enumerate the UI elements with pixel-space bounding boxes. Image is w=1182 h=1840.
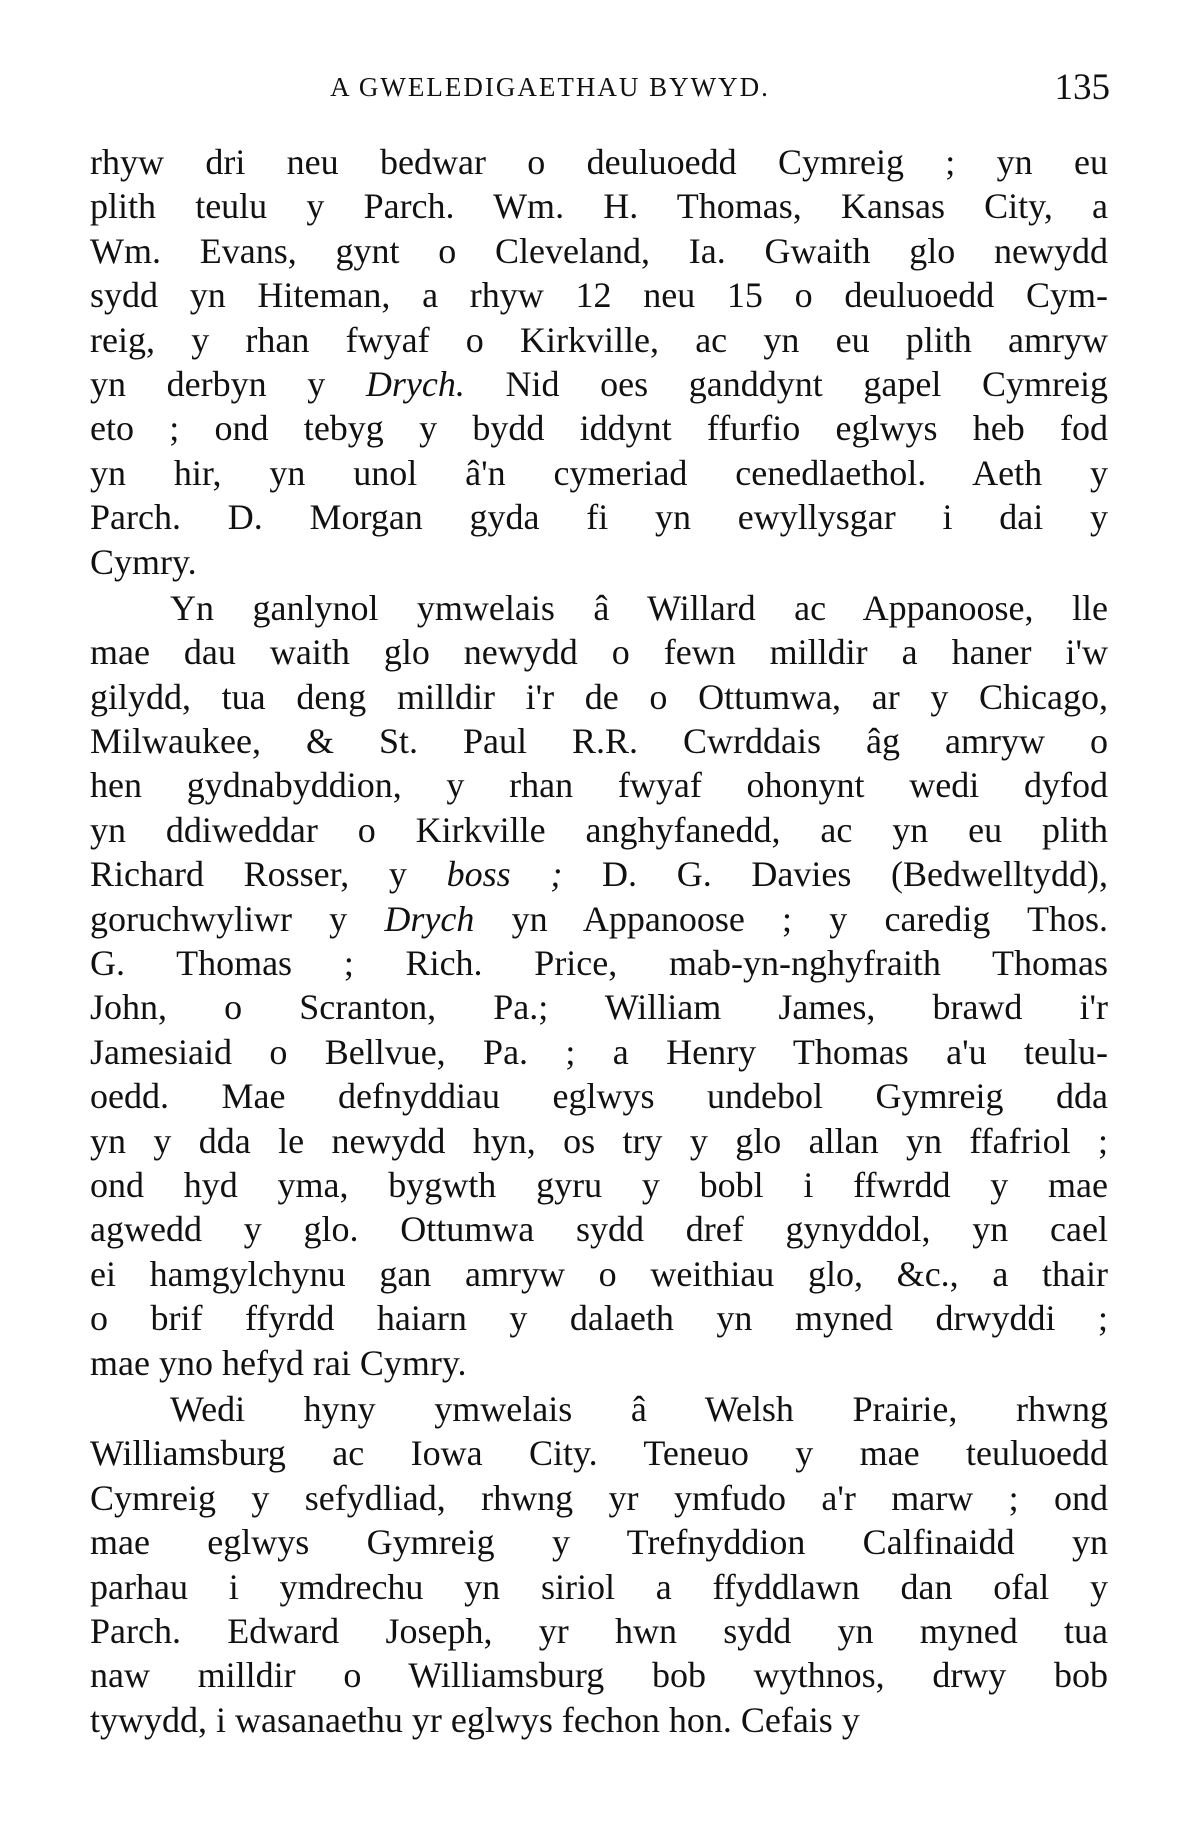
text-segment: o brif ffyrdd haiarn y dalaeth yn myned drwyddi ; <box>90 1298 1108 1339</box>
text-segment: Williamsburg ac Iowa City. Teneuo y mae teuluoedd <box>90 1433 1108 1474</box>
text-segment: Parch. D. Morgan gyda fi yn ewyllysgar i dai y <box>90 497 1108 538</box>
text-line <box>90 1296 1108 1340</box>
text-line <box>90 808 1108 852</box>
text-line <box>90 451 1108 495</box>
text-segment: Wedi hyny ymwelais â Welsh Prairie, rhwng <box>170 1388 1108 1429</box>
text-segment: yn Appanoose ; y caredig Thos. <box>474 898 1108 939</box>
text-line <box>90 1431 1108 1475</box>
text-line <box>90 1520 1108 1564</box>
paragraph <box>90 1387 1108 1742</box>
text-segment: hen gydnabyddion, y rhan fwyaf ohonynt wedi dyfod <box>90 765 1108 806</box>
text-segment: naw milldir o Williamsburg bob wythnos, drwy bob <box>90 1655 1108 1696</box>
text-line <box>90 140 1108 184</box>
paragraph <box>90 586 1108 1385</box>
text-line <box>90 1207 1108 1251</box>
text-segment: yn ddiweddar o Kirkville anghyfanedd, ac yn eu plith <box>90 809 1108 850</box>
text-segment: Nid oes ganddynt gapel Cymreig <box>464 363 1108 404</box>
text-line <box>90 985 1108 1029</box>
text-segment: Richard Rosser, y <box>90 854 447 895</box>
text-line <box>90 1387 1108 1431</box>
text-segment: ei hamgylchynu gan amryw o weithiau glo, &c., a thair <box>90 1253 1108 1294</box>
italic-text: Drych. <box>365 363 465 404</box>
text-segment: Cymry. <box>90 541 197 582</box>
text-segment: mae eglwys Gymreig y Trefnyddion Calfinaidd yn <box>90 1522 1108 1563</box>
text-line <box>90 1252 1108 1296</box>
text-line <box>90 273 1108 317</box>
text-segment: Yn ganlynol ymwelais â Willard ac Appanoose, lle <box>170 587 1108 628</box>
text-segment: parhau i ymdrechu yn siriol a ffyddlawn dan ofal y <box>90 1566 1108 1607</box>
text-segment: sydd yn Hiteman, a rhyw 12 neu 15 o deuluoedd Cym- <box>90 275 1108 316</box>
text-segment: oedd. Mae defnyddiau eglwys undebol Gymreig dda <box>90 1076 1108 1117</box>
text-line <box>90 1565 1108 1609</box>
text-line <box>90 897 1108 941</box>
text-line <box>90 406 1108 450</box>
text-segment: mae yno hefyd rai Cymry. <box>90 1342 467 1383</box>
text-line <box>90 675 1108 719</box>
text-segment: mae dau waith glo newydd o fewn milldir a haner i'w <box>90 632 1108 673</box>
text-line <box>90 1609 1108 1653</box>
paragraph <box>90 140 1108 584</box>
text-segment: Wm. Evans, gynt o Cleveland, Ia. Gwaith glo newydd <box>90 230 1108 271</box>
text-segment: Parch. Edward Joseph, yr hwn sydd yn myned tua <box>90 1610 1108 1651</box>
text-line <box>90 630 1108 674</box>
text-line <box>90 495 1108 539</box>
text-line <box>90 852 1108 896</box>
text-segment: rhyw dri neu bedwar o deuluoedd Cymreig ; yn eu <box>90 142 1108 182</box>
text-segment: G. Thomas ; Rich. Price, mab-yn-nghyfraith Thomas <box>90 943 1108 984</box>
text-line <box>90 1698 1108 1742</box>
running-head <box>90 62 1110 122</box>
text-segment: John, o Scranton, Pa.; William James, brawd i'r <box>90 987 1108 1028</box>
text-segment: tywydd, i wasanaethu yr eglwys fechon hon. Cefais y <box>90 1699 860 1740</box>
text-segment: ond hyd yma, bygwth gyru y bobl i ffwrdd y mae <box>90 1164 1108 1205</box>
text-segment: eto ; ond tebyg y bydd iddynt ffurfio eglwys heb fod <box>90 408 1108 449</box>
text-line <box>90 1119 1108 1163</box>
text-segment: plith teulu y Parch. Wm. H. Thomas, Kansas City, a <box>90 186 1108 227</box>
text-line <box>90 362 1108 406</box>
text-line <box>90 763 1108 807</box>
text-line <box>90 229 1108 273</box>
running-title: A GWELEDIGAETHAU BYWYD. <box>330 72 770 102</box>
text-segment: yn derbyn y <box>90 363 366 404</box>
text-line <box>90 586 1108 630</box>
text-line <box>90 941 1108 985</box>
text-line <box>90 184 1108 228</box>
text-segment: goruchwyliwr y <box>90 898 385 939</box>
text-line <box>90 1341 1108 1385</box>
text-line <box>90 1653 1108 1697</box>
text-line <box>90 1163 1108 1207</box>
text-line <box>90 719 1108 763</box>
text-line <box>90 1074 1108 1118</box>
text-segment: yn y dda le newydd hyn, os try y glo allan yn ffafriol ; <box>90 1120 1108 1161</box>
text-line <box>90 318 1108 362</box>
text-line <box>90 1476 1108 1520</box>
text-segment: Jamesiaid o Bellvue, Pa. ; a Henry Thomas a'u teulu- <box>90 1031 1108 1072</box>
body-text <box>90 140 1108 1742</box>
text-segment: Milwaukee, & St. Paul R.R. Cwrddais âg amryw o <box>90 721 1108 762</box>
text-segment: D. G. Davies (Bedwelltydd), <box>562 854 1108 895</box>
text-segment: Cymreig y sefydliad, rhwng yr ymfudo a'r marw ; ond <box>90 1477 1108 1518</box>
italic-text: Drych <box>384 898 475 939</box>
text-segment: reig, y rhan fwyaf o Kirkville, ac yn eu plith amryw <box>90 319 1108 360</box>
text-segment: gilydd, tua deng milldir i'r de o Ottumwa, ar y Chicago, <box>90 676 1108 717</box>
italic-text: boss ; <box>446 854 563 895</box>
text-line <box>90 540 1108 584</box>
text-line <box>90 1030 1108 1074</box>
page-number: 135 <box>1054 67 1110 108</box>
text-segment: agwedd y glo. Ottumwa sydd dref gynyddol, yn cael <box>90 1209 1108 1250</box>
text-segment: yn hir, yn unol â'n cymeriad cenedlaethol. Aeth y <box>90 452 1108 493</box>
